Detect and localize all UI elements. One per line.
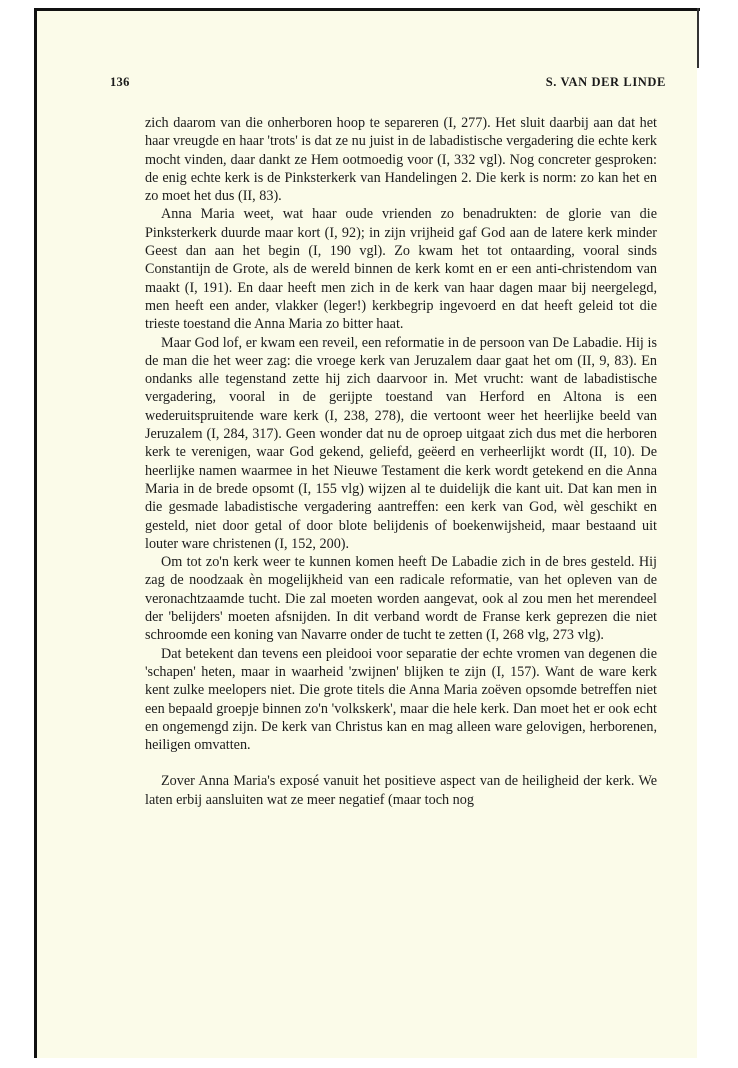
paragraph-5: Dat betekent dan tevens een pleidooi voor separatie der echte vromen van degenen die 'schapen' heten, maar in waarheid 'zwijnen' blijken te zijn (I, 157). Want de ware kerk kent zulke meelopers niet. Die grote titels die Anna Maria zoëven opsomde betreffen niet een bepaald groepje binnen zo'n 'volkskerk', maar die hele kerk. Dan moet het er ook echt en ongemengd zijn. De kerk van Christus kan en mag alleen ware gelovigen, herborenen, heiligen omvatten. [145, 645, 657, 754]
paragraph-2: Anna Maria weet, wat haar oude vrienden zo benadrukten: de glorie van die Pinksterkerk duurde maar kort (I, 92); in zijn vrijheid gaf God aan de latere kerk minder Geest dan aan het begin (I, 190 vgl). Zo kwam het tot ontaarding, vooral sinds Constantijn de Grote, als de wereld binnen de kerk komt en er een anti-christendom van maakt (I, 191). En daar heeft men zich in de kerk van haar dagen maar bij neergelegd, men heeft een ander, vlakker (leger!) kerkbegrip ingevoerd en dat heeft geleid tot die trieste toestand die Anna Maria zo bitter haat. [145, 206, 657, 333]
paragraph-1: zich daarom van die onherboren hoop te separeren (I, 277). Het sluit daarbij aan dat het haar vreugde en haar 'trots' is dat ze nu juist in de labadistische vergadering die echte kerk mocht vinden, daar dankt ze Hem ootmoedig voor (I, 332 vgl). Nog concreter gesproken: de enig echte kerk is de Pinksterkerk van Handelingen 2. Die kerk is norm: zo kan het en zo moet het dus (II, 83). [145, 115, 657, 205]
paragraph-4: Om tot zo'n kerk weer te kunnen komen heeft De Labadie zich in de bres gesteld. Hij zag de noodzaak èn mogelijkheid van een radicale reformatie, van het opleven van de veronachtzaamde tucht. Die zal moeten worden aangevat, ook al zou men het merendeel der 'belijders' moeten afsnijden. In dit verband wordt de Franse kerk geprezen die niet schroomde een koning van Navarre onder de tucht te zetten (I, 268 vlg, 273 vlg). [145, 554, 657, 644]
page-number: 136 [110, 75, 130, 89]
page-header [110, 75, 666, 95]
paragraph-3: Maar God lof, er kwam een reveil, een reformatie in de persoon van De Labadie. Hij is de man die het weer zag: die vroege kerk van Jeruzalem daar gaat het om (II, 9, 83). En ondanks alle tegenstand zette hij zich daarvoor in. Met vrucht: want de labadistische vergadering, vooral in de gerijpte toestand van Herford en Altona is een wederuitspruitende ware kerk (I, 238, 278), die vertoont weer het heerlijke beeld van Jeruzalem (I, 284, 317). Geen wonder dat nu de oproep uitgaat zich dus met die herboren kerk te verenigen, waar God gekend, geliefd, geëerd en verheerlijkt wordt (II, 10). De heerlijke namen waarmee in het Nieuwe Testament die kerk wordt getekend en die Anna Maria in de brede opsomt (I, 155 vlg) wijzen al te duidelijk die kant uit. Dat kan men in die gesmade labadistische vergadering aantreffen: een kerk van God, wèl geschikt en gesteld, niet door getal of door blote belijdenis of boekenwijsheid, maar bestaand uit louter ware christenen (I, 152, 200). [145, 334, 657, 552]
running-head: S. VAN DER LINDE [545, 75, 666, 89]
paragraph-6: Zover Anna Maria's exposé vanuit het positieve aspect van de heiligheid der kerk. We laten erbij aansluiten wat ze meer negatief (maar toch nog [145, 773, 657, 808]
scan-right-edge [697, 8, 699, 68]
body-text [145, 114, 657, 809]
